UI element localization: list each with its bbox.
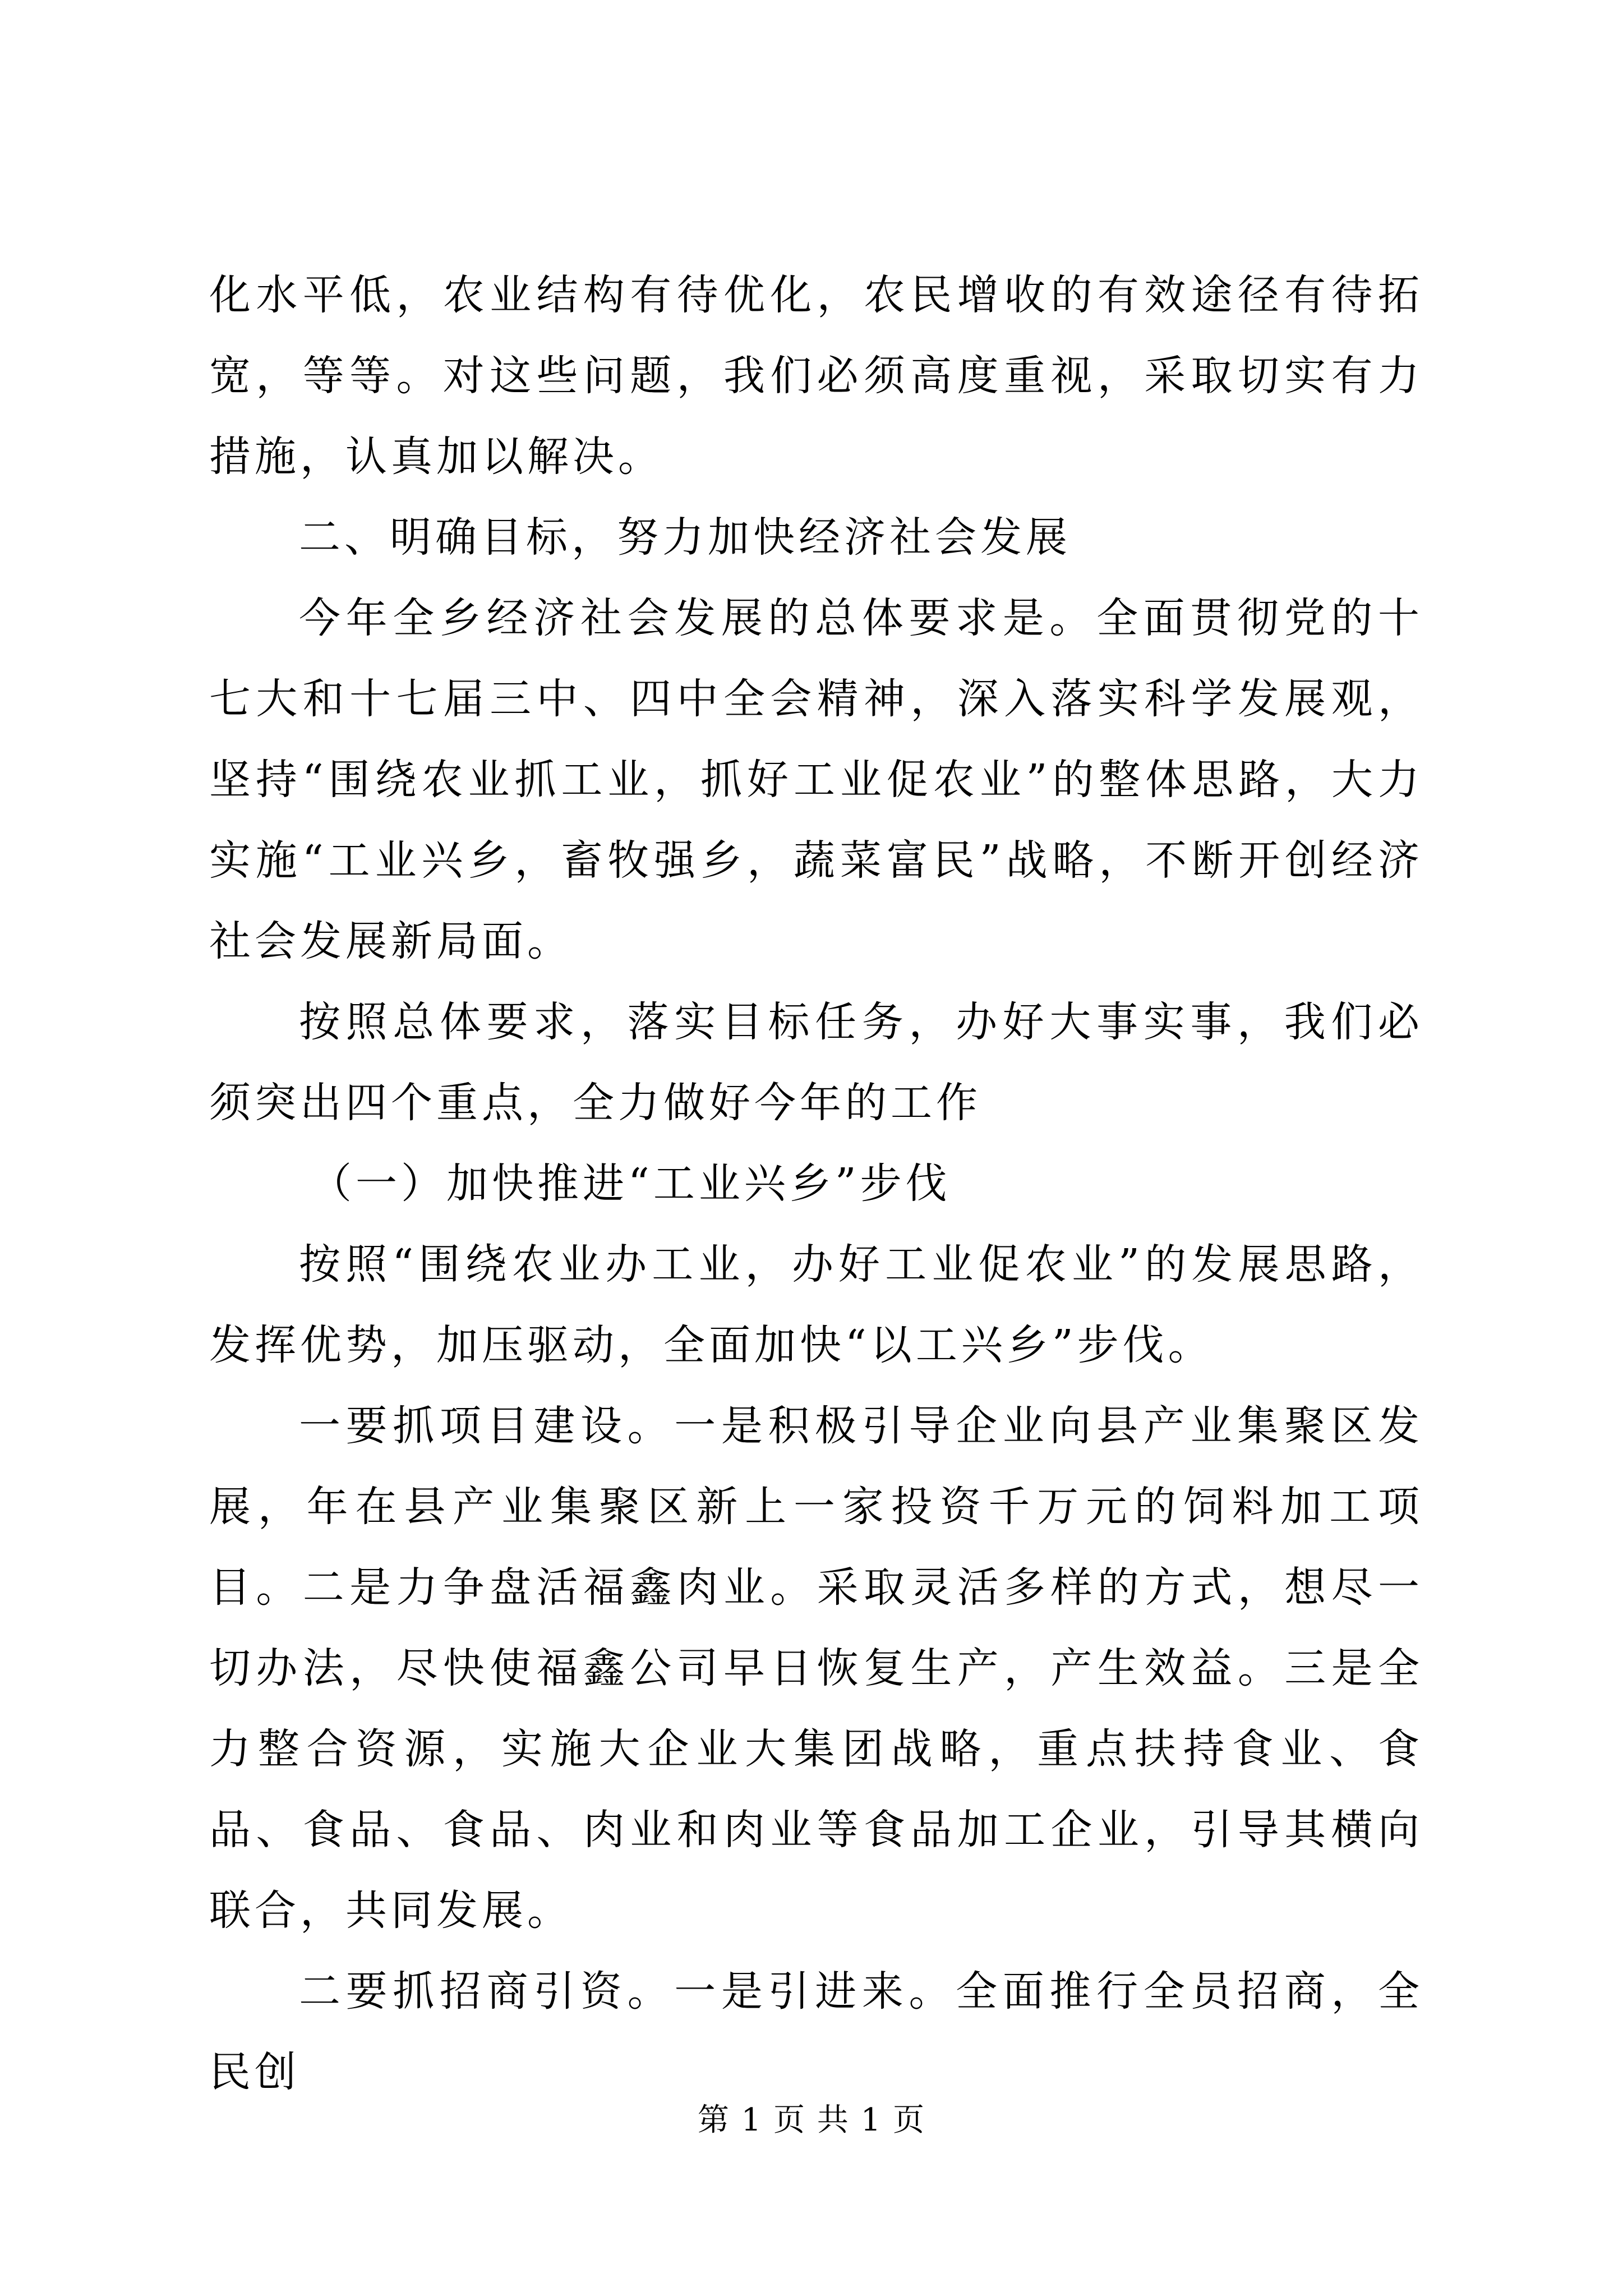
paragraph-7: 一要抓项目建设。一是积极引导企业向县产业集聚区发展，年在县产业集聚区新上一家投资千万元的饲料加工项目。二是力争盘活福鑫肉业。采取灵活多样的方式，想尽一切办法，尽快使福鑫公司早日恢复生产，产生效益。三是全力整合资源，实施大企业大集团战略，重点扶持食业、食品、食品、食品、肉业和肉业等食品加工企业，引导其横向联合，共同发展。 bbox=[209, 1402, 1423, 1935]
paragraph-3: 今年全乡经济社会发展的总体要求是。全面贯彻党的十七大和十七届三中、四中全会精神，深入落实科学发展观，坚持“围绕农业抓工业，抓好工业促农业”的整体思路，大力实施“工业兴乡，畜牧强乡，蔬菜富民”战略，不断开创经济社会发展新局面。 bbox=[209, 594, 1423, 965]
paragraph-4: 按照总体要求，落实目标任务，办好大事实事，我们必须突出四个重点，全力做好今年的工作 bbox=[209, 998, 1423, 1127]
page-footer: 第 1 页 共 1 页 bbox=[697, 2102, 926, 2138]
paragraph-1: 化水平低，农业结构有待优化，农民增收的有效途径有待拓宽，等等。对这些问题，我们必须高度重视，采取切实有力措施，认真加以解决。 bbox=[209, 271, 1423, 481]
subsection-heading-1: （一）加快推进“工业兴乡”步伐 bbox=[310, 1159, 951, 1208]
section-heading-2: 二、明确目标，努力加快经济社会发展 bbox=[299, 513, 1071, 562]
paragraph-8: 二要抓招商引资。一是引进来。全面推行全员招商，全民创 bbox=[209, 1967, 1423, 2096]
document-body bbox=[209, 255, 1423, 2113]
paragraph-6: 按照“围绕农业办工业，办好工业促农业”的发展思路，发挥优势，加压驱动，全面加快“以工兴乡”步伐。 bbox=[209, 1240, 1423, 1369]
